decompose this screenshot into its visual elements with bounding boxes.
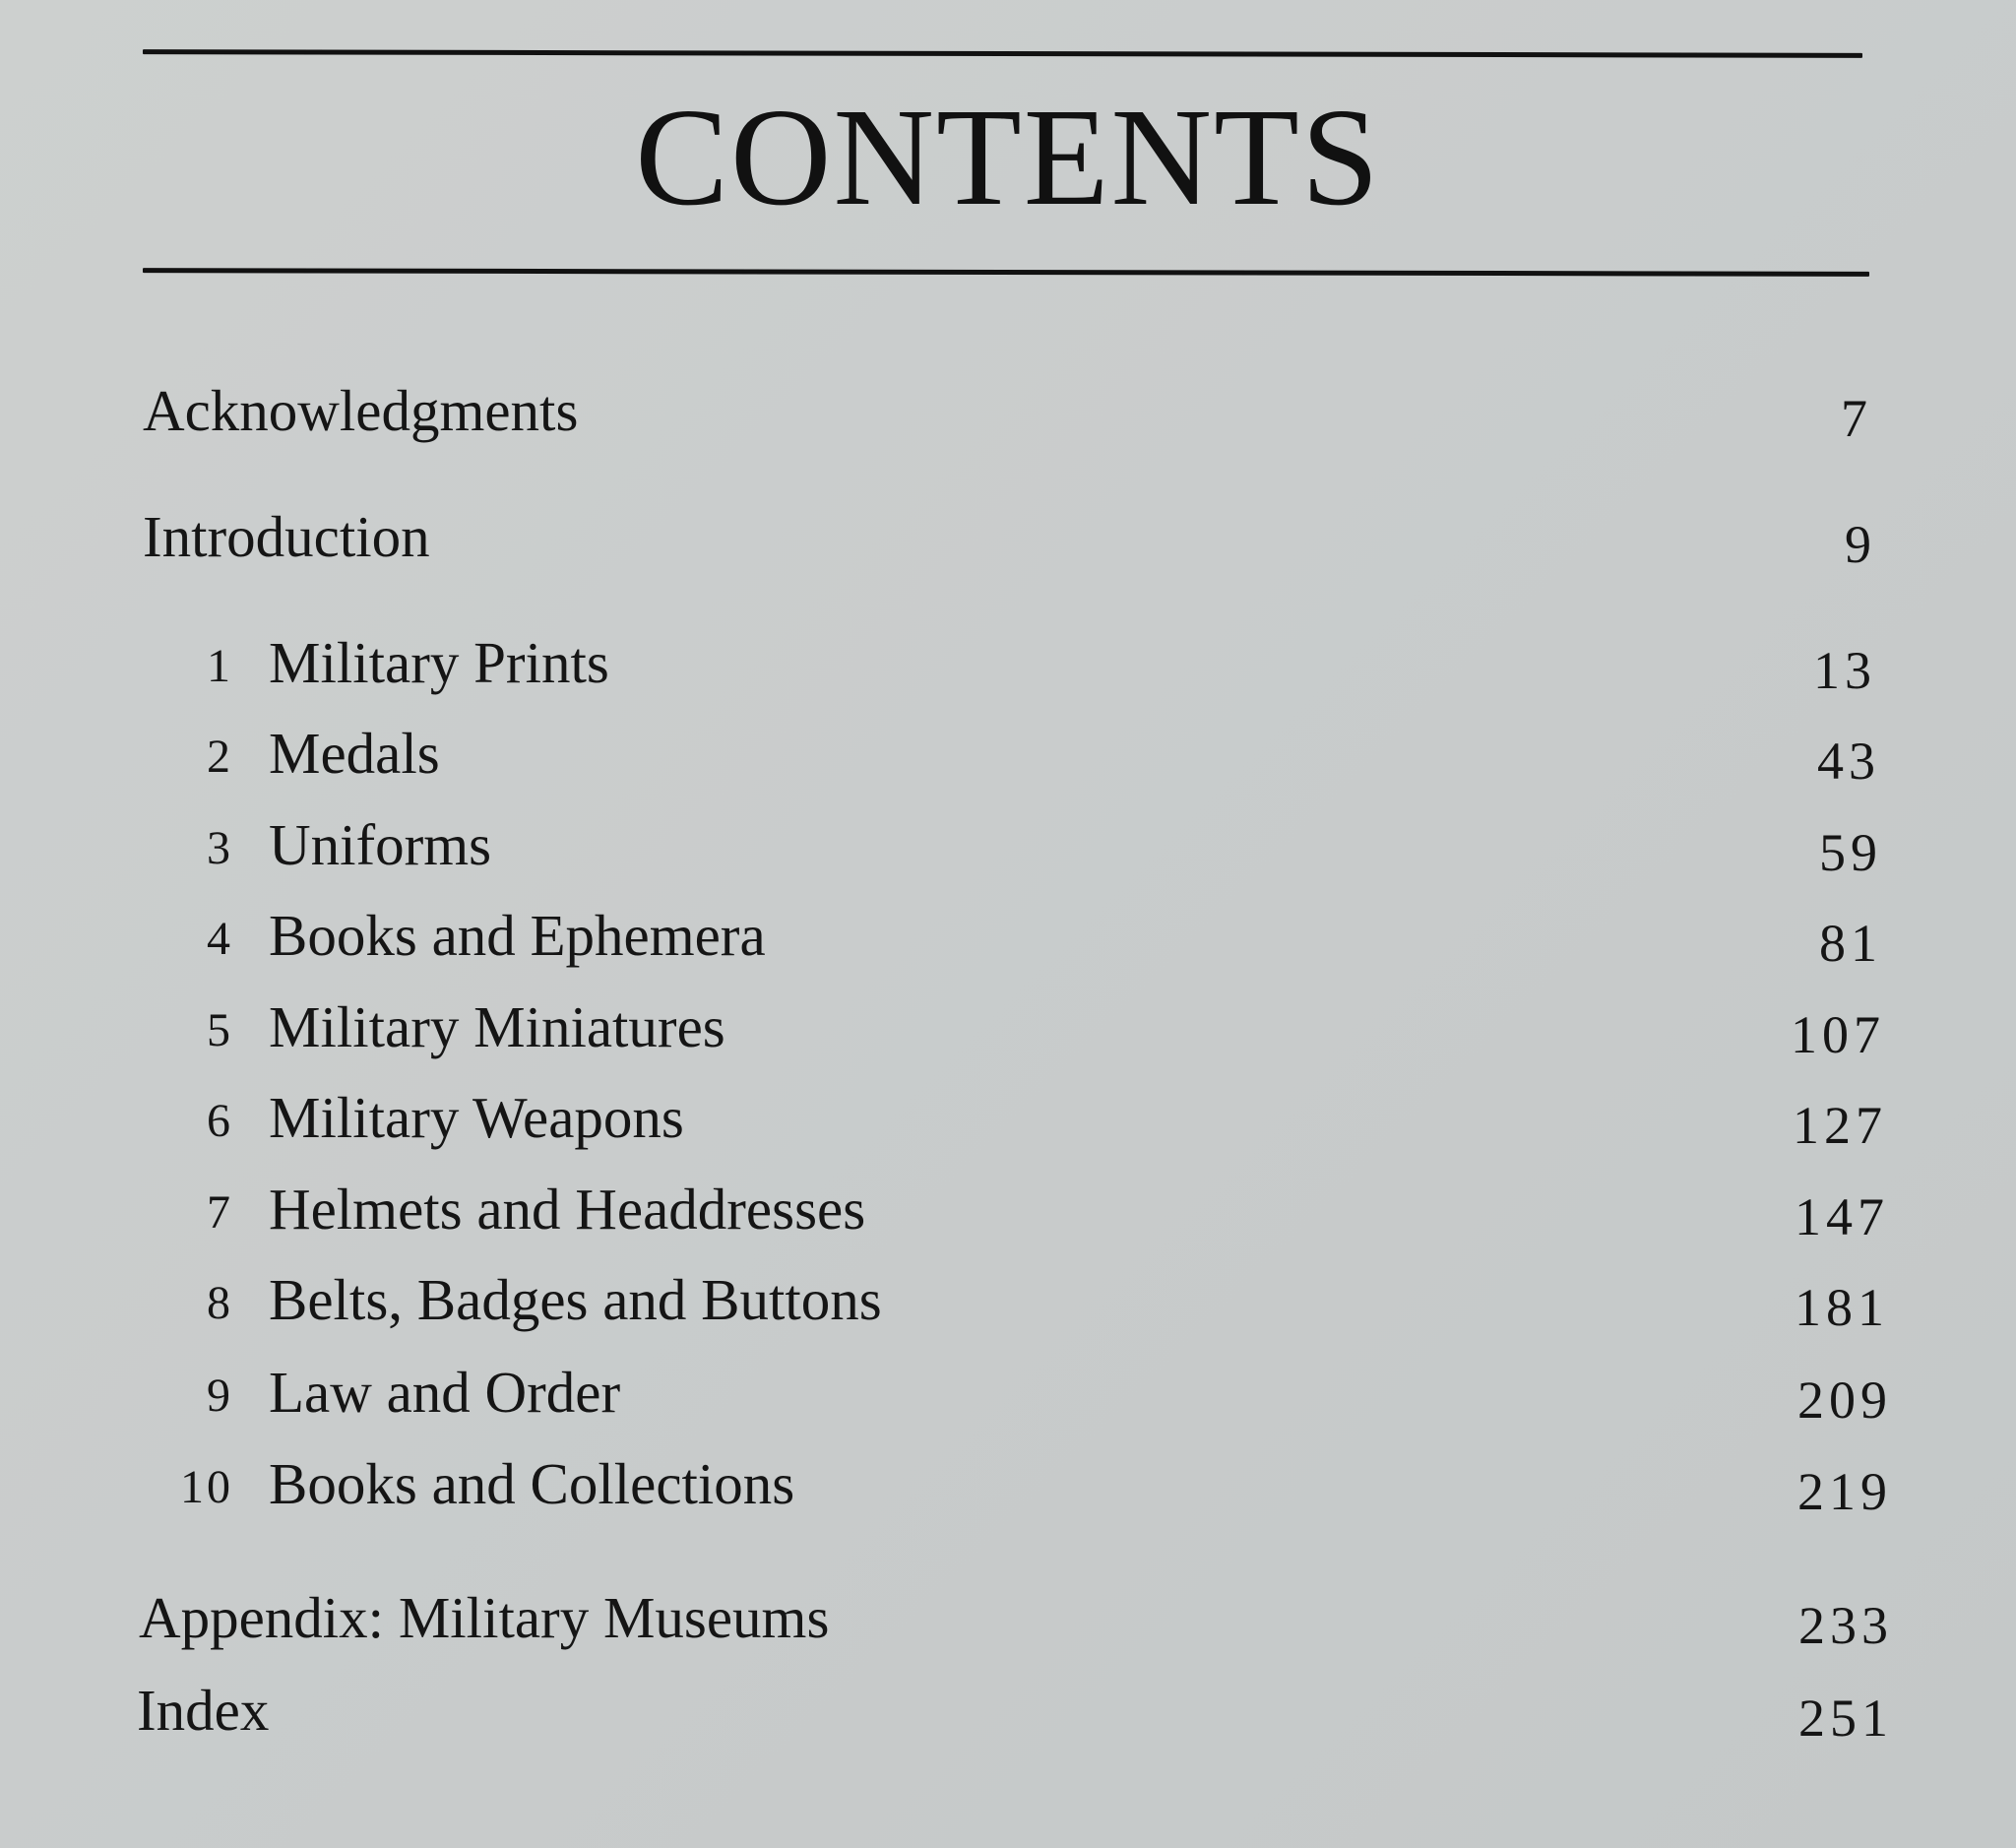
toc-entry-number: 5 (207, 1004, 233, 1056)
toc-entry-page: 43 (1817, 732, 1880, 791)
toc-entry-page: 233 (1798, 1596, 1893, 1655)
toc-entry-index (137, 1676, 1893, 1748)
toc-entry-number: 10 (180, 1461, 233, 1513)
toc-entry-title: Helmets and Headdresses (269, 1177, 866, 1242)
toc-entry-number: 4 (207, 913, 233, 965)
toc-entry-page: 9 (1845, 515, 1876, 574)
toc-entry-title: Law and Order (269, 1360, 621, 1425)
toc-entry-chapter-8 (153, 1265, 1889, 1337)
toc-entry-title: Military Miniatures (269, 994, 725, 1059)
toc-entry-title: Medals (269, 721, 440, 786)
toc-entry-title: Books and Ephemera (269, 903, 766, 968)
toc-entry-title: Military Prints (269, 630, 609, 695)
toc-entry-page: 251 (1798, 1689, 1893, 1748)
toc-entry-page: 209 (1797, 1370, 1892, 1430)
toc-entry-chapter-2 (153, 719, 1880, 791)
toc-entry-page: 59 (1819, 823, 1882, 882)
toc-entry-title: Acknowledgments (143, 378, 579, 443)
toc-entry-chapter-9 (153, 1358, 1892, 1430)
toc-entry-number: 8 (207, 1277, 233, 1329)
toc-entry-title: Introduction (143, 504, 430, 569)
toc-entry-page: 127 (1793, 1096, 1887, 1155)
toc-entry-title: Belts, Badges and Buttons (269, 1267, 882, 1332)
toc-entry-chapter-5 (153, 992, 1885, 1064)
toc-entry-title: Index (137, 1678, 270, 1743)
toc-entry-introduction (143, 502, 1876, 574)
toc-entry-number: 7 (207, 1186, 233, 1239)
toc-entry-page: 13 (1813, 641, 1876, 700)
toc-entry-number: 6 (207, 1095, 233, 1147)
toc-entry-title: Military Weapons (269, 1085, 684, 1150)
toc-entry-chapter-4 (153, 901, 1882, 973)
toc-entry-title: Appendix: Military Museums (139, 1585, 830, 1650)
toc-entry-page: 219 (1797, 1462, 1892, 1521)
toc-entry-chapter-7 (153, 1175, 1889, 1246)
toc-entry-chapter-3 (153, 810, 1882, 882)
bottom-rule (143, 268, 1869, 277)
toc-entry-page: 107 (1791, 1005, 1885, 1064)
toc-entry-chapter-6 (153, 1083, 1887, 1155)
toc-entry-number: 9 (207, 1370, 233, 1422)
toc-entry-page: 181 (1795, 1278, 1889, 1337)
toc-entry-page: 147 (1795, 1187, 1889, 1246)
top-rule (143, 49, 1862, 58)
toc-entry-number: 1 (207, 640, 233, 692)
toc-entry-chapter-1 (153, 628, 1876, 700)
page-title: CONTENTS (635, 79, 1381, 234)
toc-entry-acknowledgments (143, 376, 1872, 448)
toc-entry-number: 3 (207, 822, 233, 874)
toc-entry-page: 81 (1819, 914, 1882, 973)
toc-entry-appendix (139, 1583, 1893, 1655)
toc-entry-page: 7 (1841, 389, 1872, 448)
toc-entry-title: Books and Collections (269, 1451, 795, 1516)
toc-entry-chapter-10 (153, 1449, 1892, 1521)
toc-entry-title: Uniforms (269, 812, 492, 877)
toc-entry-number: 2 (207, 731, 233, 783)
